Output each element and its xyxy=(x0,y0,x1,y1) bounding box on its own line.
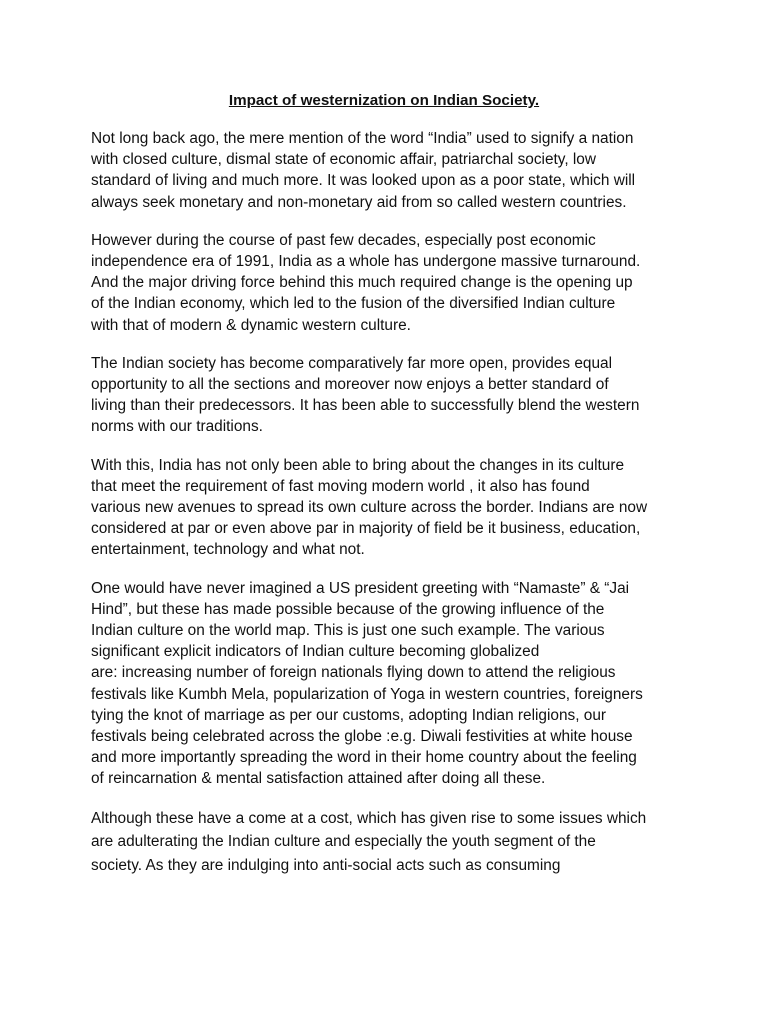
paragraph-line: considered at par or even above par in majority of field be it business, education, xyxy=(91,520,641,538)
paragraph-line: One would have never imagined a US president greeting with “Namaste” & “Jai xyxy=(91,579,630,597)
paragraph-line: with that of modern & dynamic western culture. xyxy=(91,316,411,334)
paragraph-line: with closed culture, dismal state of economic affair, patriarchal society, low xyxy=(91,151,596,169)
document-title: Impact of westernization on Indian Society. xyxy=(228,92,540,109)
paragraph-line: However during the course of past few decades, especially post economic xyxy=(91,231,596,249)
paragraph-line: Hind”, but these has made possible because of the growing influence of the xyxy=(91,600,605,618)
paragraph-line: of the Indian economy, which led to the fusion of the diversified Indian culture xyxy=(91,295,616,313)
paragraph-line: various new avenues to spread its own culture across the border. Indians are now xyxy=(91,499,648,517)
paragraph-line: always seek monetary and non-monetary aid from so called western countries. xyxy=(91,193,627,211)
paragraph-line: independence era of 1991, India as a whole has undergone massive turnaround. xyxy=(91,253,641,271)
paragraph-line: that meet the requirement of fast moving modern world , it also has found xyxy=(91,477,590,495)
paragraph-line: norms with our traditions. xyxy=(91,418,263,436)
paragraph-line: tying the knot of marriage as per our customs, adopting Indian religions, our xyxy=(91,706,607,724)
paragraph-line: of reincarnation & mental satisfaction attained after doing all these. xyxy=(91,770,546,788)
paragraph-4 xyxy=(91,455,691,561)
paragraph-line: Indian culture on the world map. This is just one such example. The various xyxy=(91,622,605,640)
paragraph-5 xyxy=(91,578,691,790)
paragraph-line: standard of living and much more. It was looked upon as a poor state, which will xyxy=(91,172,636,190)
document-body xyxy=(91,128,691,894)
paragraph-line: With this, India has not only been able to bring about the changes in its culture xyxy=(91,456,625,474)
paragraph-3 xyxy=(91,353,691,438)
paragraph-line: The Indian society has become comparatively far more open, provides equal xyxy=(91,354,612,372)
paragraph-line: opportunity to all the sections and moreover now enjoys a better standard of xyxy=(91,376,609,394)
paragraph-2 xyxy=(91,230,691,336)
paragraph-line: are: increasing number of foreign nationals flying down to attend the religious xyxy=(91,664,616,682)
paragraph-line: living than their predecessors. It has been able to successfully blend the western xyxy=(91,397,640,415)
paragraph-line: festivals like Kumbh Mela, popularization of Yoga in western countries, foreigners xyxy=(91,685,643,703)
paragraph-1 xyxy=(91,128,691,213)
paragraph-line: entertainment, technology and what not. xyxy=(91,541,365,559)
paragraph-line: society. As they are indulging into anti-social acts such as consuming xyxy=(91,856,561,874)
paragraph-line: Although these have a come at a cost, which has given rise to some issues which xyxy=(91,809,647,827)
paragraph-line: Not long back ago, the mere mention of the word “India” used to signify a nation xyxy=(91,130,634,147)
paragraph-line: festivals being celebrated across the globe :e.g. Diwali festivities at white house xyxy=(91,728,633,746)
paragraph-6 xyxy=(91,807,691,878)
paragraph-line: are adulterating the Indian culture and especially the youth segment of the xyxy=(91,833,596,851)
paragraph-line: significant explicit indicators of Indian culture becoming globalized xyxy=(91,643,540,661)
paragraph-line: and more importantly spreading the word in their home country about the feeling xyxy=(91,749,637,767)
paragraph-line: And the major driving force behind this much required change is the opening up xyxy=(91,274,633,292)
